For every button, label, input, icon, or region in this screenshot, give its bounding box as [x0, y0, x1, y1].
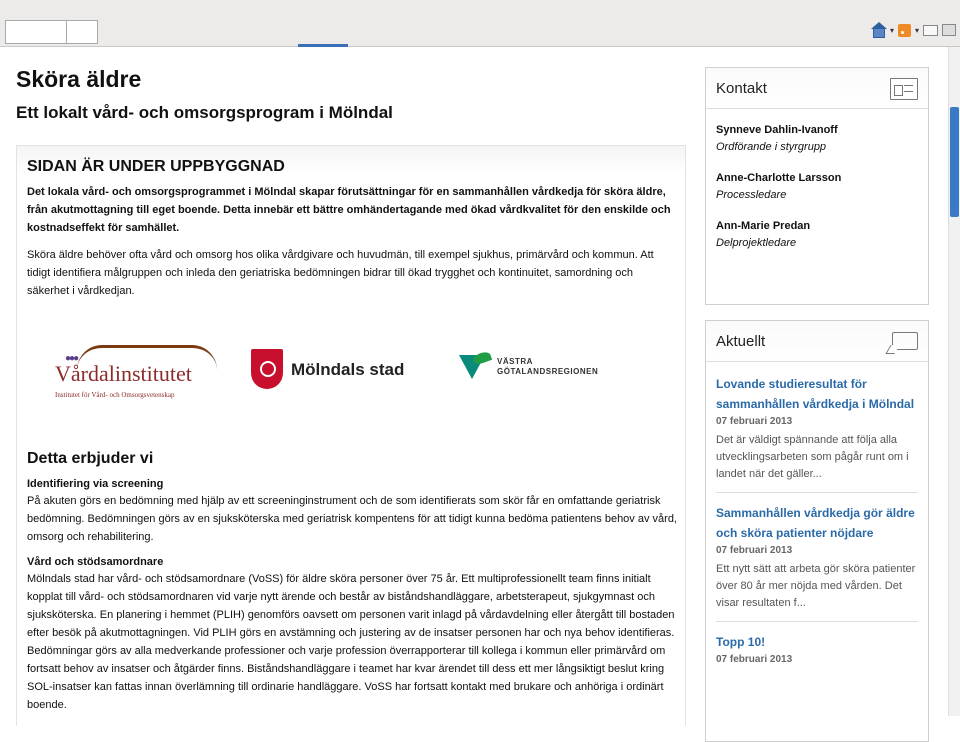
contact-person: [716, 218, 918, 252]
under-construction-heading: SIDAN ÄR UNDER UPPBYGGNAD: [27, 158, 285, 175]
section-heading: Vård och stödsamordnare: [27, 556, 164, 568]
new-tab-button[interactable]: [66, 20, 98, 44]
news-link[interactable]: Topp 10!: [716, 635, 766, 649]
molndal-name: Mölndals stad: [291, 360, 405, 379]
news-item: [716, 374, 918, 493]
page-title: Sköra äldre: [16, 66, 142, 92]
vardal-name: Vårdalinstitutet: [55, 361, 192, 386]
chevron-down-icon[interactable]: ▾: [889, 25, 894, 35]
partner-logos: [27, 339, 677, 409]
contact-name: Anne-Charlotte Larsson: [716, 172, 842, 184]
intro-paragraph: Sköra äldre behöver ofta vård och omsorg hos olika vårdgivare och huvudmän, till exempel sjukhus, primärvård och kommun. Att tidigt identifiera målgruppen och inleda den geriatriska bedömningen bidrar till ökad trygghet och kontinuitet, samordning och säkerhet i vårdkedjan.: [27, 249, 654, 297]
vardalinstitutet-logo[interactable]: [55, 345, 235, 407]
molndals-stad-logo[interactable]: [251, 345, 421, 405]
news-excerpt: Det är väldigt spännande att följa alla utvecklingsarbeten som pågår runt om i landet när det gäller...: [716, 434, 909, 480]
vcard-icon[interactable]: [890, 78, 918, 100]
news-box: [705, 320, 929, 742]
news-item: [716, 503, 918, 622]
contact-person: [716, 170, 918, 204]
contact-name: Ann-Marie Predan: [716, 220, 811, 232]
print-icon[interactable]: [942, 24, 956, 36]
scrollbar-thumb[interactable]: [950, 107, 959, 217]
news-excerpt: Ett nytt sätt att arbeta gör sköra patienter över 80 år mer nöjda med vården. Det visar resultaten f...: [716, 563, 916, 609]
lead-paragraph: Det lokala vård- och omsorgsprogrammet i Mölndal skapar förutsättningar för en sammanhållen vårdkedja för sköra äldre, från akutmottagning till eget boende. Detta innebär ett bättre omhändertagande med ökad vårdkvalitet för den enskilde och kostnadseffekt för samhället.: [27, 186, 671, 234]
offer-section: [27, 450, 677, 722]
news-item: [716, 632, 918, 677]
news-date: 07 februari 2013: [716, 654, 793, 665]
offer-heading: Detta erbjuder vi: [27, 450, 154, 467]
home-icon[interactable]: [872, 23, 886, 37]
page-subtitle: Ett lokalt vård- och omsorgsprogram i Mölndal: [16, 103, 393, 122]
news-link[interactable]: Lovande studieresultat för sammanhållen vårdkedja i Mölndal: [716, 377, 915, 411]
coat-of-arms-icon: [251, 349, 283, 389]
contact-role: Delprojektledare: [716, 237, 797, 249]
contact-person: [716, 122, 918, 156]
contact-box: [705, 67, 929, 305]
active-nav-indicator: [298, 44, 348, 47]
news-date: 07 februari 2013: [716, 545, 793, 556]
news-list: [706, 362, 928, 677]
vardal-tagline: Institutet för Vård- och Omsorgsvetenskap: [55, 391, 175, 399]
page-scrollbar[interactable]: [948, 47, 960, 716]
contact-list: [706, 109, 928, 252]
contact-name: Synneve Dahlin-Ivanoff: [716, 124, 838, 136]
contact-title: Kontakt: [716, 80, 767, 97]
intro-section: [27, 158, 677, 300]
contact-role: Processledare: [716, 189, 787, 201]
browser-toolbar: [0, 0, 960, 47]
command-bar: [872, 20, 956, 40]
browser-tab[interactable]: [5, 20, 66, 44]
vgr-line-2: GÖTALANDSREGIONEN: [497, 367, 599, 376]
vgr-line-1: VÄSTRA: [497, 357, 533, 366]
news-link[interactable]: Sammanhållen vårdkedja gör äldre och sköra patienter nöjdare: [716, 506, 915, 540]
news-date: 07 februari 2013: [716, 416, 793, 427]
vastra-gotalandsregionen-logo[interactable]: [459, 355, 639, 391]
section-text: Mölndals stad har vård- och stödsamordnare (VoSS) för äldre sköra personer över 75 år. Ett multiprofessionellt team finns initialt kopplat till vård- och stödsamordnaren vid varje nytt ärende och består av biståndshandläggare, arbetsterapeut, sjukgymnast och sjuksköterska. En planering i hemmet (PLIH) genomförs oavsett om personen varit inlagd på vårdavdelning eller återgått till bostaden efter besök på akutmottagningen. Vid PLIH görs en avstämning och justering av de insatser personen har och nya behov identifieras. Bedömningar görs av alla medverkande professioner och varje profession överrapporterar till kollega i kommun eller primärvård om fortsatt behov av insatser och åtgärder finns. Biståndshandläggare i teamet har kvar ärendet till dess ett mer långsiktigt beslut kring SOL-insatser kan fattas innan överlämning till ordinarie handläggare. VoSS har fortsatt kontakt med brukare och anhöriga i ordinärt boende.: [27, 573, 675, 711]
contact-box-header: [706, 68, 928, 109]
rss-feed-icon[interactable]: [898, 24, 911, 37]
chat-bubble-icon[interactable]: [892, 332, 918, 350]
mail-icon[interactable]: [923, 25, 938, 36]
contact-role: Ordförande i styrgrupp: [716, 141, 827, 153]
main-content: [16, 145, 686, 726]
chevron-down-icon[interactable]: ▾: [914, 25, 919, 35]
section-heading: Identifiering via screening: [27, 478, 164, 490]
news-box-header: [706, 321, 928, 362]
section-text: På akuten görs en bedömning med hjälp av ett screeninginstrument och de som identifierats som skör får en omfattande geriatrisk bedömning. Bedömningen görs av en sjuksköterska med geriatrisk kompentens för att tidigt kunna bedöma patientens behov av vård, omsorg och rehabilitering.: [27, 495, 677, 543]
logo-dots: ●●●: [65, 353, 78, 364]
news-title: Aktuellt: [716, 333, 766, 350]
